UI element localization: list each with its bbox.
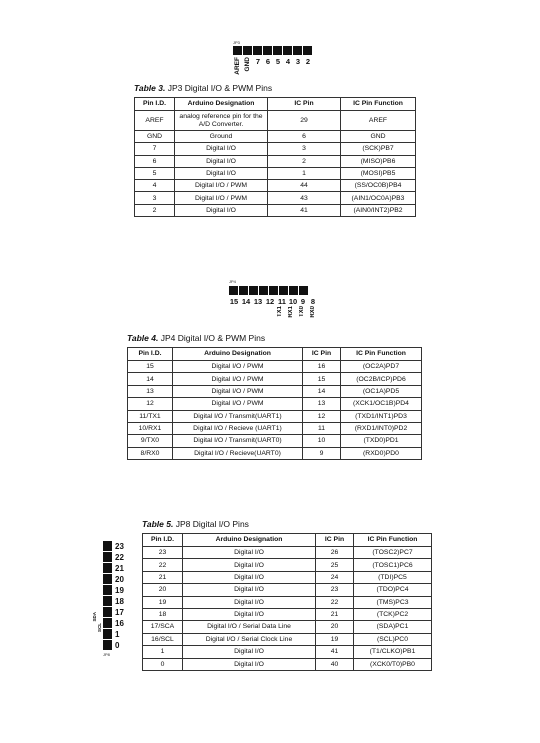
table-cell: Digital I/O: [183, 571, 316, 583]
table-row: [128, 361, 422, 373]
table-5: [142, 533, 432, 671]
table5-caption-text: JP8 Digital I/O Pins: [173, 519, 249, 529]
table-row: [135, 192, 416, 204]
table-cell: (SCK)PB7: [341, 143, 416, 155]
table-cell: 23: [316, 584, 354, 596]
table-cell: 2: [135, 204, 175, 216]
column-header: IC Pin Function: [341, 348, 422, 361]
table-cell: (MISO)PB6: [341, 155, 416, 167]
jp4-pin-label-tx1: TX1: [277, 306, 283, 318]
pin-number: 23: [115, 542, 124, 551]
table-cell: (TOSC1)PC6: [354, 559, 432, 571]
table-cell: 23: [143, 547, 183, 559]
table-cell: 41: [316, 646, 354, 658]
table-cell: Digital I/O / PWM: [173, 361, 303, 373]
table4-caption-text: JP4 Digital I/O & PWM Pins: [158, 333, 266, 343]
table-row: [128, 373, 422, 385]
table-row: [143, 621, 432, 633]
jp8-pin-label-scl: SCL: [97, 623, 102, 632]
table-row: [135, 111, 416, 131]
jp4-pin-label-rx1: RX1: [288, 306, 294, 318]
table-row: [128, 398, 422, 410]
pin-block: [269, 286, 278, 295]
pin-block: [239, 286, 248, 295]
column-header: IC Pin Function: [354, 534, 432, 547]
table-cell: Digital I/O / PWM: [173, 398, 303, 410]
table-cell: Digital I/O: [175, 143, 268, 155]
table-row: [143, 608, 432, 620]
table-header-row: [128, 348, 422, 361]
table-cell: AREF: [341, 111, 416, 131]
table-row: [143, 571, 432, 583]
table-cell: Digital I/O: [183, 658, 316, 670]
table-cell: (MOSI)PB5: [341, 167, 416, 179]
table-header-row: [135, 98, 416, 111]
jp4-pin-label-tx0: TX0: [299, 306, 305, 318]
table-row: [135, 143, 416, 155]
table-row: [143, 584, 432, 596]
table-cell: 10: [303, 435, 341, 447]
table-cell: 22: [316, 596, 354, 608]
table-cell: Digital I/O / Serial Clock Line: [183, 633, 316, 645]
table-cell: (TMS)PC3: [354, 596, 432, 608]
table-cell: 1: [143, 646, 183, 658]
pin-block: [103, 541, 112, 551]
table-3: [134, 97, 416, 217]
column-header: Arduino Designation: [173, 348, 303, 361]
pin-number: 8: [310, 297, 316, 306]
table-cell: GND: [341, 131, 416, 143]
table-cell: 11/TX1: [128, 410, 173, 422]
pin-block: [303, 46, 312, 55]
table-cell: (T1/CLKO)PB1: [354, 646, 432, 658]
table-cell: AREF: [135, 111, 175, 131]
pin-block: [243, 46, 252, 55]
pin-block: [103, 618, 112, 628]
table-cell: 44: [268, 180, 341, 192]
pin-block: [293, 46, 302, 55]
pin-block: [279, 286, 288, 295]
table-cell: 17/SCA: [143, 621, 183, 633]
table-cell: Digital I/O: [175, 167, 268, 179]
table-cell: (TOSC2)PC7: [354, 547, 432, 559]
jp4-pin-header: [229, 286, 308, 295]
table-header-row: [143, 534, 432, 547]
table-row: [143, 646, 432, 658]
table-cell: 13: [303, 398, 341, 410]
table-cell: 0: [143, 658, 183, 670]
pin-number: 17: [115, 608, 124, 617]
table-cell: 15: [128, 361, 173, 373]
table-cell: GND: [135, 131, 175, 143]
pin-block: [233, 46, 242, 55]
column-header: IC Pin: [268, 98, 341, 111]
jp8-header-label: JP8: [103, 652, 110, 657]
pin-number: 7: [255, 57, 261, 66]
table-cell: (XCK0/T0)PB0: [354, 658, 432, 670]
table-row: [143, 559, 432, 571]
column-header: Arduino Designation: [175, 98, 268, 111]
pin-block: [259, 286, 268, 295]
table-cell: 25: [316, 559, 354, 571]
table-row: [135, 180, 416, 192]
jp3-pin-numbers: [253, 57, 313, 66]
table-cell: (TXD0)PD1: [341, 435, 422, 447]
table-cell: 2: [268, 155, 341, 167]
table-cell: 9/TX0: [128, 435, 173, 447]
pin-block: [263, 46, 272, 55]
pin-number: 6: [265, 57, 271, 66]
table-cell: 8/RX0: [128, 447, 173, 459]
table-cell: 10/RX1: [128, 422, 173, 434]
table-cell: 19: [143, 596, 183, 608]
table-row: [128, 447, 422, 459]
pin-block: [249, 286, 258, 295]
column-header: IC Pin: [316, 534, 354, 547]
table-cell: 12: [303, 410, 341, 422]
table-cell: (TCK)PC2: [354, 608, 432, 620]
table-cell: (RXD1/INT0)PD2: [341, 422, 422, 434]
pin-block: [229, 286, 238, 295]
pin-block: [103, 596, 112, 606]
pin-number: 11: [278, 297, 286, 306]
table3-caption-text: JP3 Digital I/O & PWM Pins: [165, 83, 273, 93]
table-row: [128, 422, 422, 434]
table-cell: 29: [268, 111, 341, 131]
table-cell: 12: [128, 398, 173, 410]
table-cell: 16/SCL: [143, 633, 183, 645]
table-cell: Digital I/O: [175, 204, 268, 216]
pin-number: 13: [253, 297, 263, 306]
pin-block: [289, 286, 298, 295]
table-cell: 4: [135, 180, 175, 192]
table4-caption-prefix: Table 4.: [127, 333, 159, 343]
table-row: [143, 547, 432, 559]
table-cell: (TDI)PC5: [354, 571, 432, 583]
table-cell: (OC2B/ICP)PD6: [341, 373, 422, 385]
pin-number: 16: [115, 619, 124, 628]
pin-number: 21: [115, 564, 124, 573]
table-cell: 21: [143, 571, 183, 583]
table-row: [135, 167, 416, 179]
table-cell: Digital I/O / Transmit(UART0): [173, 435, 303, 447]
table-cell: Digital I/O / Recieve (UART1): [173, 422, 303, 434]
table-4: [127, 347, 422, 460]
pin-block: [103, 563, 112, 573]
table-row: [135, 131, 416, 143]
table-row: [128, 410, 422, 422]
pin-block: [103, 640, 112, 650]
table-cell: 1: [268, 167, 341, 179]
table-cell: 24: [316, 571, 354, 583]
pin-number: 14: [241, 297, 251, 306]
pin-number: 9: [300, 297, 306, 306]
table-cell: 18: [143, 608, 183, 620]
table3-caption: [134, 83, 272, 93]
table5-caption-prefix: Table 5.: [142, 519, 174, 529]
table-cell: 21: [316, 608, 354, 620]
table-cell: Digital I/O / Transmit(UART1): [173, 410, 303, 422]
table-cell: 11: [303, 422, 341, 434]
table-cell: 7: [135, 143, 175, 155]
pin-block: [103, 574, 112, 584]
table-cell: Digital I/O: [183, 584, 316, 596]
table-cell: 22: [143, 559, 183, 571]
table-cell: 16: [303, 361, 341, 373]
table-cell: (SDA)PC1: [354, 621, 432, 633]
table4-caption: [127, 333, 265, 343]
pin-block: [299, 286, 308, 295]
table-cell: analog reference pin for the A/D Converter.: [175, 111, 268, 131]
table-cell: Digital I/O / PWM: [175, 180, 268, 192]
pin-number: 20: [115, 575, 124, 584]
pin-block: [103, 552, 112, 562]
jp4-header-label: JP4: [229, 279, 236, 284]
table-cell: Digital I/O: [183, 559, 316, 571]
pin-number: 18: [115, 597, 124, 606]
pin-number: 19: [115, 586, 124, 595]
table-cell: 40: [316, 658, 354, 670]
table-cell: Digital I/O: [183, 608, 316, 620]
pin-number: 0: [115, 641, 120, 650]
table-cell: (SS/OC0B)PB4: [341, 180, 416, 192]
table-cell: (TXD1/INT1)PD3: [341, 410, 422, 422]
table-cell: Digital I/O / Serial Data Line: [183, 621, 316, 633]
table-row: [135, 204, 416, 216]
table-cell: (AIN0/INT2)PB2: [341, 204, 416, 216]
jp8-pin-header: [103, 541, 112, 650]
table-cell: 3: [135, 192, 175, 204]
pin-number: 12: [265, 297, 275, 306]
table-cell: Digital I/O / PWM: [173, 373, 303, 385]
pin-number: 3: [295, 57, 301, 66]
table-cell: 3: [268, 143, 341, 155]
column-header: Arduino Designation: [183, 534, 316, 547]
jp3-pin-label-gnd: GND: [244, 57, 251, 72]
table-cell: Digital I/O / PWM: [173, 385, 303, 397]
table-cell: Digital I/O: [183, 547, 316, 559]
table-cell: 9: [303, 447, 341, 459]
column-header: Pin I.D.: [128, 348, 173, 361]
table5-caption: [142, 519, 249, 529]
jp4-pin-numbers: [228, 297, 318, 306]
pin-block: [253, 46, 262, 55]
table-cell: 43: [268, 192, 341, 204]
table-row: [128, 435, 422, 447]
table-cell: Ground: [175, 131, 268, 143]
pin-number: 1: [115, 630, 120, 639]
table-row: [143, 658, 432, 670]
pin-block: [103, 629, 112, 639]
jp3-pin-label-aref: AREF: [234, 57, 241, 75]
column-header: Pin I.D.: [143, 534, 183, 547]
pin-block: [283, 46, 292, 55]
table-cell: 19: [316, 633, 354, 645]
table-cell: (AIN1/OC0A)PB3: [341, 192, 416, 204]
table-cell: 6: [268, 131, 341, 143]
jp8-pin-label-sda: SDA: [92, 612, 97, 622]
table-row: [143, 596, 432, 608]
table-cell: 5: [135, 167, 175, 179]
table-cell: 15: [303, 373, 341, 385]
column-header: IC Pin Function: [341, 98, 416, 111]
table-cell: (OC2A)PD7: [341, 361, 422, 373]
table-cell: (RXD0)PD0: [341, 447, 422, 459]
pin-number: 4: [285, 57, 291, 66]
pin-number: 2: [305, 57, 311, 66]
table-cell: (SCL)PC0: [354, 633, 432, 645]
column-header: Pin I.D.: [135, 98, 175, 111]
column-header: IC Pin: [303, 348, 341, 361]
table-cell: 14: [303, 385, 341, 397]
jp8-pin-numbers: [115, 541, 124, 651]
table-cell: 6: [135, 155, 175, 167]
table-cell: Digital I/O: [183, 646, 316, 658]
table-cell: (XCK1/OC1B)PD4: [341, 398, 422, 410]
pin-block: [103, 607, 112, 617]
table-row: [128, 385, 422, 397]
table-cell: 13: [128, 385, 173, 397]
table-cell: 14: [128, 373, 173, 385]
table-cell: Digital I/O / Recieve(UART0): [173, 447, 303, 459]
table-cell: (TDO)PC4: [354, 584, 432, 596]
table3-caption-prefix: Table 3.: [134, 83, 166, 93]
table-row: [135, 155, 416, 167]
pin-number: 10: [288, 297, 298, 306]
pin-block: [273, 46, 282, 55]
table-cell: 20: [143, 584, 183, 596]
jp3-pin-header: [233, 46, 312, 55]
jp4-pin-label-rx0: RX0: [310, 306, 316, 318]
pin-block: [103, 585, 112, 595]
table-cell: 20: [316, 621, 354, 633]
table-cell: Digital I/O: [175, 155, 268, 167]
jp3-header-label: JP3: [233, 40, 240, 45]
pin-number: 5: [275, 57, 281, 66]
table-row: [143, 633, 432, 645]
table-cell: 41: [268, 204, 341, 216]
table-cell: 26: [316, 547, 354, 559]
pin-number: 22: [115, 553, 124, 562]
table-cell: Digital I/O / PWM: [175, 192, 268, 204]
table-cell: Digital I/O: [183, 596, 316, 608]
table-cell: (OC1A)PD5: [341, 385, 422, 397]
pin-number: 15: [229, 297, 239, 306]
